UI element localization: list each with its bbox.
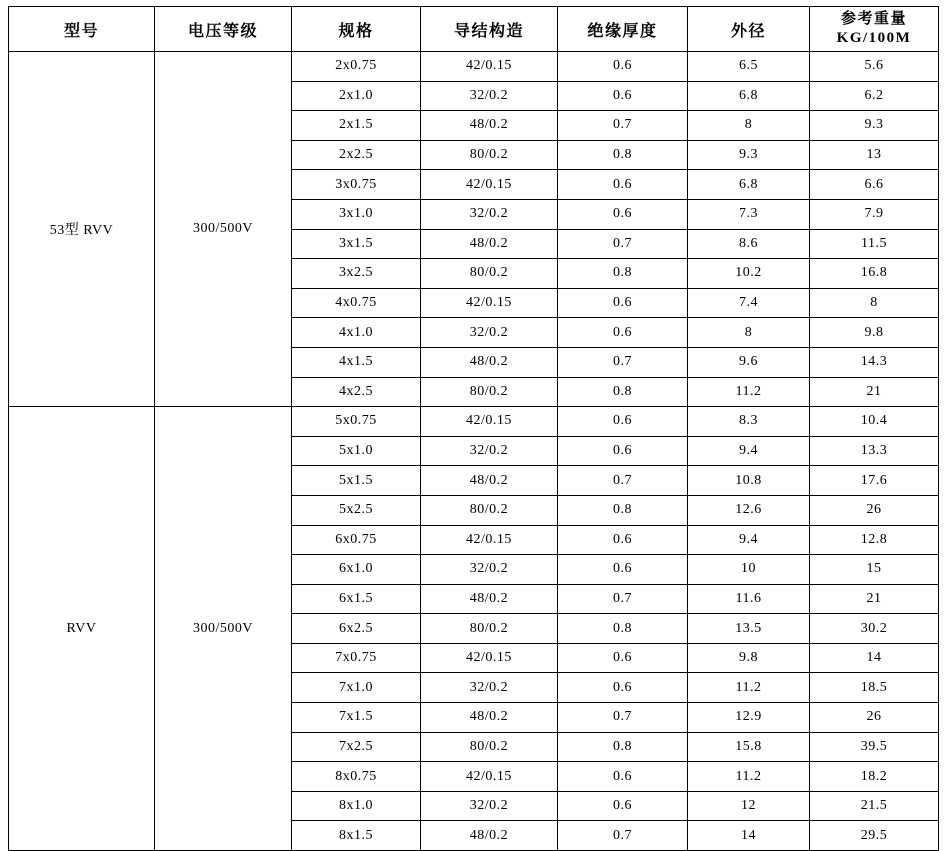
cell-insulation: 0.6 xyxy=(558,170,688,200)
cell-spec: 3x1.0 xyxy=(292,199,421,229)
cell-weight: 39.5 xyxy=(810,732,939,762)
cell-weight: 21.5 xyxy=(810,791,939,821)
cell-diameter: 8 xyxy=(688,111,810,141)
cell-diameter: 7.4 xyxy=(688,288,810,318)
column-header-conductor: 导结构造 xyxy=(421,7,558,52)
cell-diameter: 12 xyxy=(688,791,810,821)
cell-weight: 9.3 xyxy=(810,111,939,141)
cell-spec: 4x1.0 xyxy=(292,318,421,348)
cell-spec: 2x0.75 xyxy=(292,52,421,82)
cell-weight: 18.2 xyxy=(810,762,939,792)
cell-weight: 13 xyxy=(810,140,939,170)
cell-insulation: 0.7 xyxy=(558,703,688,733)
cell-diameter: 12.9 xyxy=(688,703,810,733)
cell-weight: 26 xyxy=(810,495,939,525)
cell-weight: 29.5 xyxy=(810,821,939,851)
cable-specification-table xyxy=(8,6,939,851)
cell-insulation: 0.6 xyxy=(558,288,688,318)
cell-conductor: 80/0.2 xyxy=(421,614,558,644)
cell-insulation: 0.8 xyxy=(558,732,688,762)
cell-weight: 11.5 xyxy=(810,229,939,259)
cell-conductor: 32/0.2 xyxy=(421,673,558,703)
cell-conductor: 48/0.2 xyxy=(421,347,558,377)
cell-diameter: 9.4 xyxy=(688,436,810,466)
column-header-voltage: 电压等级 xyxy=(155,7,292,52)
cell-insulation: 0.7 xyxy=(558,584,688,614)
column-header-insulation: 绝缘厚度 xyxy=(558,7,688,52)
cell-diameter: 6.8 xyxy=(688,170,810,200)
cell-conductor: 42/0.15 xyxy=(421,407,558,437)
cell-spec: 5x0.75 xyxy=(292,407,421,437)
table-header-row xyxy=(9,7,939,52)
cell-spec: 3x0.75 xyxy=(292,170,421,200)
cell-conductor: 48/0.2 xyxy=(421,584,558,614)
cell-diameter: 7.3 xyxy=(688,199,810,229)
cell-diameter: 15.8 xyxy=(688,732,810,762)
cell-weight: 14.3 xyxy=(810,347,939,377)
cell-spec: 5x1.0 xyxy=(292,436,421,466)
cell-conductor: 80/0.2 xyxy=(421,140,558,170)
cell-conductor: 80/0.2 xyxy=(421,259,558,289)
cell-insulation: 0.6 xyxy=(558,555,688,585)
column-header-weight-line2: KG/100M xyxy=(836,30,912,46)
cell-spec: 6x2.5 xyxy=(292,614,421,644)
cell-insulation: 0.6 xyxy=(558,199,688,229)
table-header xyxy=(9,7,939,52)
cell-spec: 3x1.5 xyxy=(292,229,421,259)
cell-insulation: 0.7 xyxy=(558,347,688,377)
cell-weight: 6.6 xyxy=(810,170,939,200)
column-header-diameter: 外径 xyxy=(688,7,810,52)
cell-spec: 3x2.5 xyxy=(292,259,421,289)
cell-weight: 21 xyxy=(810,584,939,614)
cell-conductor: 48/0.2 xyxy=(421,111,558,141)
cell-diameter: 6.8 xyxy=(688,81,810,111)
cell-spec: 2x1.0 xyxy=(292,81,421,111)
cell-diameter: 12.6 xyxy=(688,495,810,525)
cell-insulation: 0.7 xyxy=(558,821,688,851)
cell-spec: 6x1.0 xyxy=(292,555,421,585)
cell-spec: 7x2.5 xyxy=(292,732,421,762)
cell-weight: 7.9 xyxy=(810,199,939,229)
cell-weight: 10.4 xyxy=(810,407,939,437)
cell-conductor: 80/0.2 xyxy=(421,495,558,525)
cell-diameter: 11.2 xyxy=(688,762,810,792)
cell-conductor: 42/0.15 xyxy=(421,525,558,555)
column-header-weight-line1: 参考重量 xyxy=(840,11,907,27)
column-header-spec: 规格 xyxy=(292,7,421,52)
cell-conductor: 32/0.2 xyxy=(421,199,558,229)
cell-diameter: 9.8 xyxy=(688,643,810,673)
table-row xyxy=(9,407,939,437)
group-voltage-rvv: 300/500V xyxy=(155,407,292,851)
cell-insulation: 0.6 xyxy=(558,407,688,437)
cell-diameter: 13.5 xyxy=(688,614,810,644)
cell-spec: 2x2.5 xyxy=(292,140,421,170)
cell-diameter: 10.2 xyxy=(688,259,810,289)
cell-weight: 14 xyxy=(810,643,939,673)
cell-spec: 7x1.5 xyxy=(292,703,421,733)
cell-insulation: 0.7 xyxy=(558,466,688,496)
cell-diameter: 8.3 xyxy=(688,407,810,437)
group-model-53-rvv: 53型 RVV xyxy=(9,52,155,407)
cell-diameter: 10.8 xyxy=(688,466,810,496)
cell-conductor: 80/0.2 xyxy=(421,732,558,762)
cell-weight: 30.2 xyxy=(810,614,939,644)
cell-conductor: 32/0.2 xyxy=(421,81,558,111)
cell-spec: 5x1.5 xyxy=(292,466,421,496)
cell-weight: 17.6 xyxy=(810,466,939,496)
cell-insulation: 0.8 xyxy=(558,377,688,407)
cell-weight: 13.3 xyxy=(810,436,939,466)
cell-diameter: 8 xyxy=(688,318,810,348)
table-row xyxy=(9,52,939,82)
cell-spec: 2x1.5 xyxy=(292,111,421,141)
cell-weight: 8 xyxy=(810,288,939,318)
cell-conductor: 32/0.2 xyxy=(421,791,558,821)
cell-diameter: 9.4 xyxy=(688,525,810,555)
cell-insulation: 0.6 xyxy=(558,673,688,703)
cell-spec: 7x0.75 xyxy=(292,643,421,673)
cell-weight: 9.8 xyxy=(810,318,939,348)
cell-diameter: 9.3 xyxy=(688,140,810,170)
table-body xyxy=(9,52,939,851)
cell-diameter: 9.6 xyxy=(688,347,810,377)
cell-diameter: 8.6 xyxy=(688,229,810,259)
cell-conductor: 42/0.15 xyxy=(421,762,558,792)
cell-diameter: 14 xyxy=(688,821,810,851)
cell-spec: 5x2.5 xyxy=(292,495,421,525)
cell-weight: 16.8 xyxy=(810,259,939,289)
column-header-weight xyxy=(810,7,939,52)
cell-weight: 5.6 xyxy=(810,52,939,82)
cell-insulation: 0.8 xyxy=(558,495,688,525)
cell-weight: 6.2 xyxy=(810,81,939,111)
cell-spec: 8x1.5 xyxy=(292,821,421,851)
cell-weight: 18.5 xyxy=(810,673,939,703)
cell-conductor: 32/0.2 xyxy=(421,436,558,466)
cell-spec: 6x0.75 xyxy=(292,525,421,555)
cell-conductor: 32/0.2 xyxy=(421,555,558,585)
cell-diameter: 6.5 xyxy=(688,52,810,82)
cell-diameter: 11.2 xyxy=(688,377,810,407)
cell-insulation: 0.6 xyxy=(558,525,688,555)
cell-insulation: 0.6 xyxy=(558,318,688,348)
cell-spec: 4x1.5 xyxy=(292,347,421,377)
cell-weight: 15 xyxy=(810,555,939,585)
cell-insulation: 0.8 xyxy=(558,140,688,170)
cell-conductor: 42/0.15 xyxy=(421,52,558,82)
cell-conductor: 42/0.15 xyxy=(421,170,558,200)
column-header-model: 型号 xyxy=(9,7,155,52)
cell-insulation: 0.8 xyxy=(558,614,688,644)
cell-weight: 21 xyxy=(810,377,939,407)
cell-weight: 26 xyxy=(810,703,939,733)
cell-conductor: 48/0.2 xyxy=(421,703,558,733)
cell-weight: 12.8 xyxy=(810,525,939,555)
cell-diameter: 11.2 xyxy=(688,673,810,703)
cell-conductor: 32/0.2 xyxy=(421,318,558,348)
cell-spec: 8x1.0 xyxy=(292,791,421,821)
cell-spec: 4x2.5 xyxy=(292,377,421,407)
cell-conductor: 48/0.2 xyxy=(421,821,558,851)
cell-insulation: 0.6 xyxy=(558,52,688,82)
cell-spec: 4x0.75 xyxy=(292,288,421,318)
cell-diameter: 10 xyxy=(688,555,810,585)
cell-insulation: 0.7 xyxy=(558,229,688,259)
cell-insulation: 0.8 xyxy=(558,259,688,289)
cell-insulation: 0.7 xyxy=(558,111,688,141)
cell-conductor: 48/0.2 xyxy=(421,466,558,496)
cell-spec: 6x1.5 xyxy=(292,584,421,614)
cell-insulation: 0.6 xyxy=(558,762,688,792)
cell-conductor: 42/0.15 xyxy=(421,288,558,318)
group-model-rvv: RVV xyxy=(9,407,155,851)
cell-conductor: 48/0.2 xyxy=(421,229,558,259)
cell-insulation: 0.6 xyxy=(558,791,688,821)
cell-conductor: 42/0.15 xyxy=(421,643,558,673)
cell-insulation: 0.6 xyxy=(558,81,688,111)
cell-spec: 8x0.75 xyxy=(292,762,421,792)
cell-spec: 7x1.0 xyxy=(292,673,421,703)
group-voltage-53-rvv: 300/500V xyxy=(155,52,292,407)
cell-diameter: 11.6 xyxy=(688,584,810,614)
cell-insulation: 0.6 xyxy=(558,436,688,466)
cell-insulation: 0.6 xyxy=(558,643,688,673)
cell-conductor: 80/0.2 xyxy=(421,377,558,407)
